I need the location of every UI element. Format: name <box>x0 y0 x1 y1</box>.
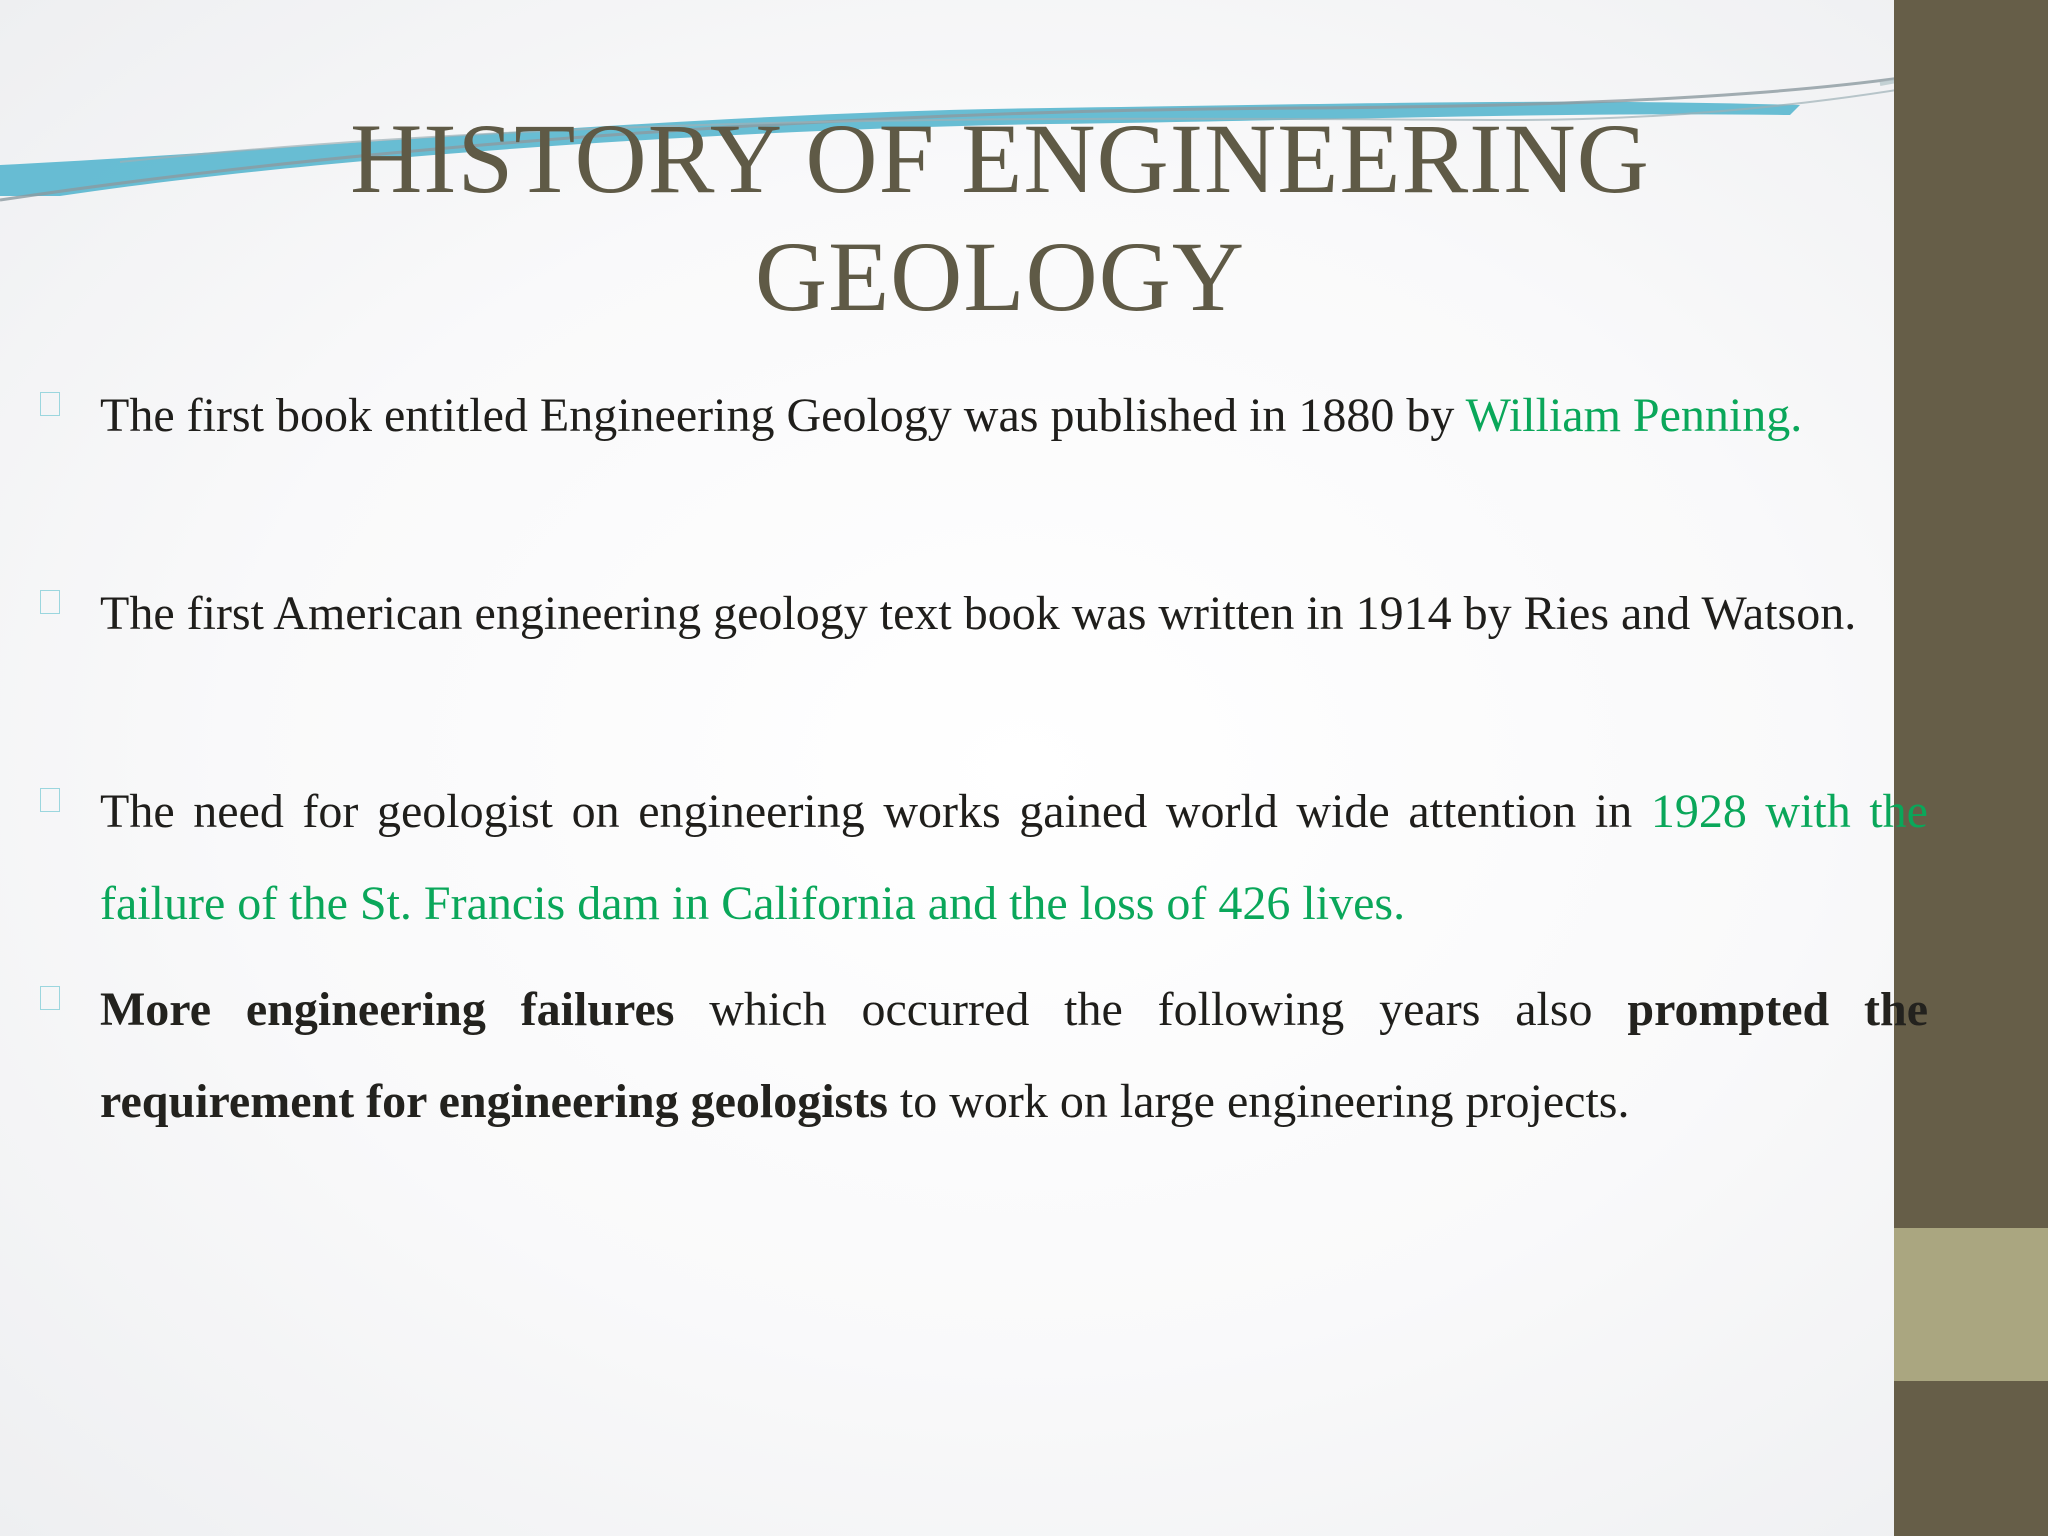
bullet-text-part: which occurred the following years also <box>674 983 1628 1036</box>
bullet-text <box>100 568 1928 660</box>
highlighted-text: William Penning. <box>1465 389 1803 442</box>
bullet-text <box>100 766 1928 950</box>
highlighted-text: 1928 with the failure of the St. Francis dam in California and the loss of 426 lives. <box>100 785 1928 930</box>
bullet-item <box>40 964 1929 1234</box>
bold-text: prompted the requirement for engineering geologists <box>100 983 1929 1128</box>
bullet-text <box>100 370 1928 462</box>
bullet-text-part: to work on large engineering projects. <box>887 1075 1630 1128</box>
bullet-item <box>40 766 1928 946</box>
slide-title: HISTORY OF ENGINEERING GEOLOGY <box>350 103 1650 332</box>
bullet-square-icon <box>40 392 60 416</box>
bullet-text-part: The first book entitled Engineering Geology was published in 1880 by <box>100 389 1466 442</box>
bullet-text-part: The first American engineering geology text book was written in 1914 by Ries and Watson. <box>100 587 1857 640</box>
bullet-item <box>40 568 1890 748</box>
bullet-text <box>100 964 1928 1148</box>
side-panel-accent <box>1894 1228 2048 1381</box>
bullet-square-icon <box>40 788 60 812</box>
bullet-square-icon <box>40 986 60 1010</box>
bullet-item <box>40 370 1890 550</box>
bold-text: More engineering failures <box>100 983 675 1036</box>
bullet-square-icon <box>40 590 60 614</box>
bullet-text-part: The need for geologist on engineering works gained world wide attention in <box>100 785 1651 838</box>
